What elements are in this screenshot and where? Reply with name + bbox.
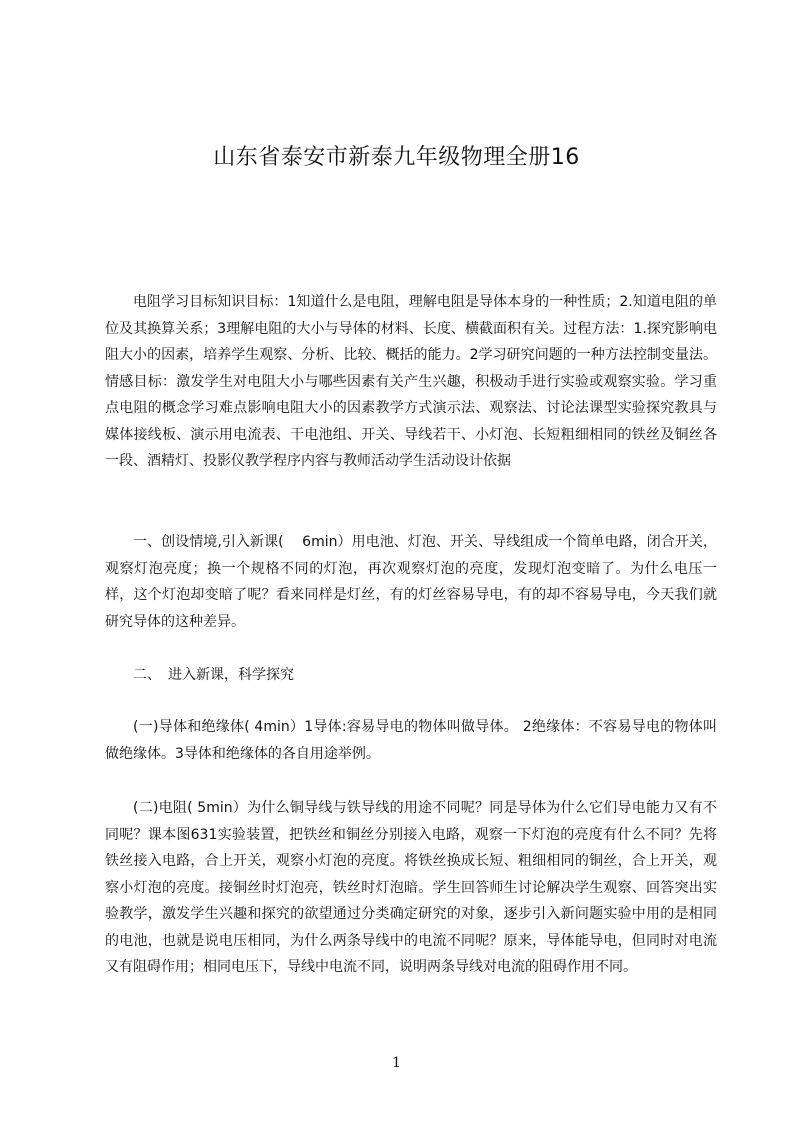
paragraph-learning-objectives: 电阻学习目标知识目标：1知道什么是电阻，理解电阻是导体本身的一种性质；2.知道电阻的单位及其换算关系；3理解电阻的大小与导体的材料、长度、横截面积有关。过程方法：1.探究影响电阻大小的因素，培养学生观察、分析、比较、概括的能力。2学习研究问题的一种方法控制变量法。情感目标：激发学生对电阻大小与哪些因素有关产生兴趣，积极动手进行实验或观察实验。学习重点电阻的概念学习难点影响电阻大小的因素教学方式演示法、观察法、讨论法课型实验探究教具与媒体接线板、演示用电流表、干电池组、开关、导线若干、小灯泡、长短粗细相同的铁丝及铜丝各一段、酒精灯、投影仪教学程序内容与教师活动学生活动设计依据: [105, 294, 717, 469]
document-title: 山东省泰安市新泰九年级物理全册16: [213, 145, 580, 170]
paragraph-conductors-insulators: (一)导体和绝缘体( 4min）1导体:容易导电的物体叫做导体。 2绝缘体：不容易导电的物体叫做绝缘体。3导体和绝缘体的各自用途举例。: [105, 719, 717, 762]
paragraph-resistance: (二)电阻( 5min）为什么铜导线与铁导线的用途不同呢？同是导体为什么它们导电能力又有不同呢？课本图631实验装置，把铁丝和铜丝分别接入电路，观察一下灯泡的亮度有什么不同？先将铁丝接入电路，合上开关，观察小灯泡的亮度。将铁丝换成长短、粗细相同的铜丝，合上开关，观察小灯泡的亮度。接铜丝时灯泡亮，铁丝时灯泡暗。学生回答师生讨论解决学生观察、回答突出实验教学，激发学生兴趣和探究的欲望通过分类确定研究的对象，逐步引入新问题实验中用的是相同的电池，也就是说电压相同，为什么两条导线中的电流不同呢？原来，导体能导电，但同时对电流又有阻碍作用；相同电压下，导线中电流不同，说明两条导线对电流的阻碍作用不同。: [105, 800, 717, 975]
paragraph-section-heading: 二、 进入新课，科学探究: [133, 667, 294, 683]
paragraph-introduction: 一、创设情境,引入新课( 6min）用电池、灯泡、开关、导线组成一个简单电路，闭合开关，观察灯泡亮度；换一个规格不同的灯泡，再次观察灯泡的亮度，发现灯泡变暗了。为什么电压一样，这个灯泡却变暗了呢？看来同样是灯丝，有的灯丝容易导电，有的却不容易导电，今天我们就研究导体的这种差异。: [105, 534, 717, 630]
page-number: 1: [392, 1055, 401, 1071]
